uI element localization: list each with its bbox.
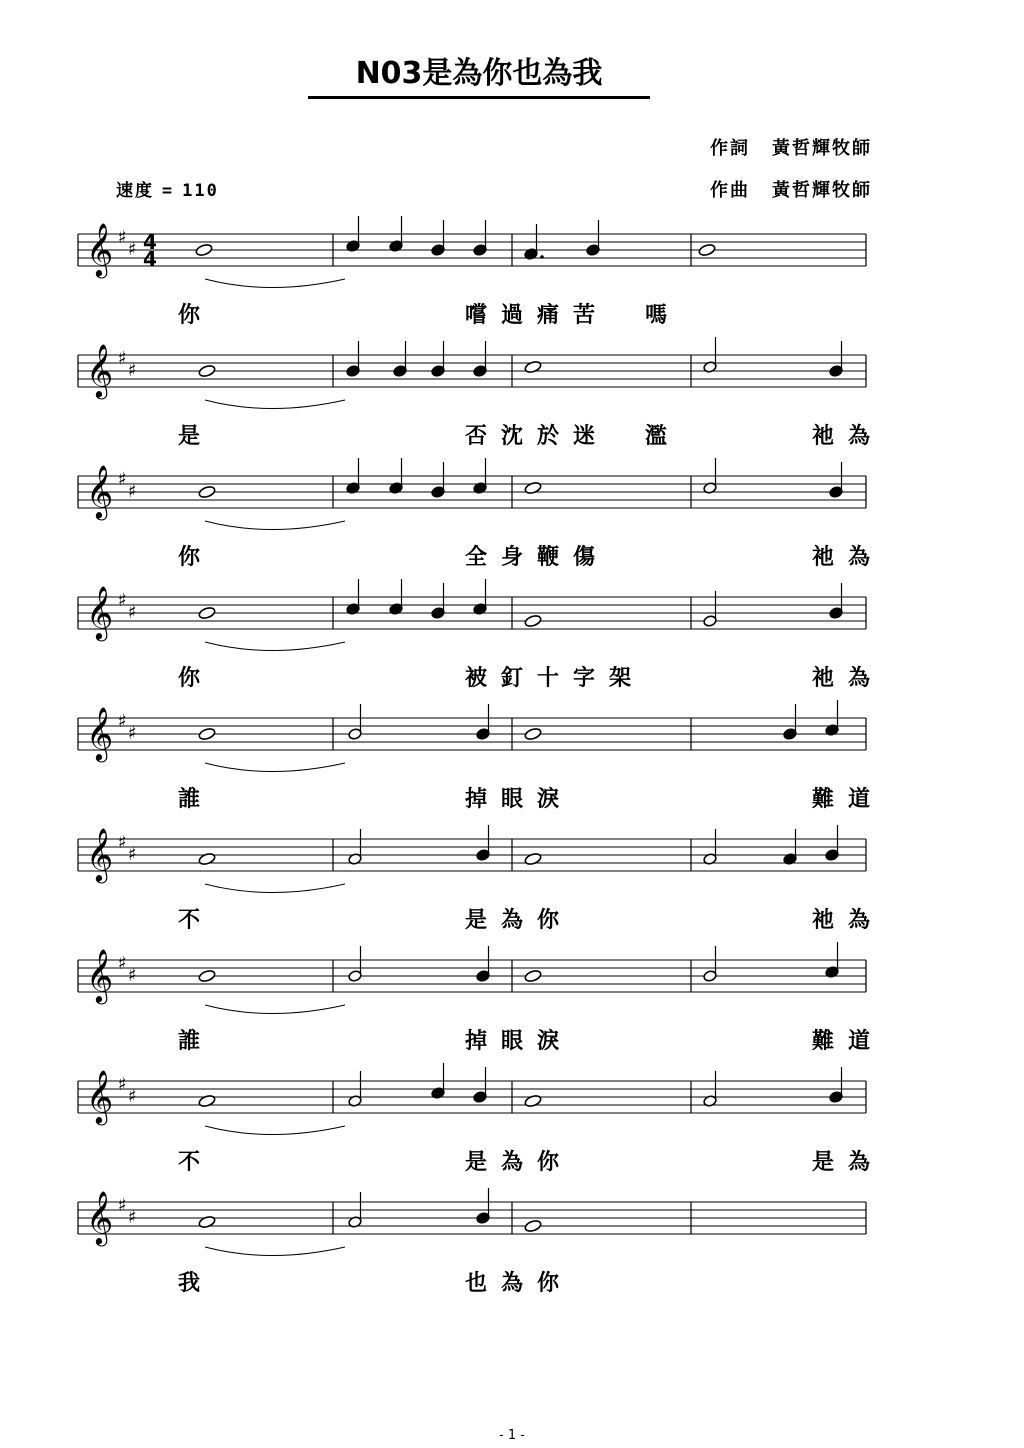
sharp-icon: ♯ bbox=[118, 1195, 127, 1216]
tie-arc bbox=[205, 1247, 345, 1256]
treble-clef-icon: 𝄞 bbox=[86, 706, 114, 760]
dot-icon bbox=[540, 255, 544, 259]
note-head bbox=[198, 606, 216, 620]
tie-arc bbox=[205, 642, 345, 651]
note-head bbox=[198, 485, 216, 499]
sharp-icon: ♯ bbox=[128, 1207, 137, 1228]
lyric-text: 祂為 bbox=[812, 545, 885, 570]
tie-arc bbox=[205, 279, 345, 288]
treble-clef-icon: 𝄞 bbox=[86, 222, 114, 276]
treble-clef-icon: 𝄞 bbox=[86, 343, 114, 397]
note-head bbox=[195, 243, 213, 257]
song-title: N03是為你也為我 bbox=[308, 52, 650, 99]
page-number: - 1 - bbox=[499, 1428, 525, 1443]
lyric-text: 掉眼淚 bbox=[465, 787, 574, 812]
sharp-icon: ♯ bbox=[128, 965, 137, 986]
tie-arc bbox=[205, 400, 345, 409]
sharp-icon: ♯ bbox=[128, 481, 137, 502]
staff-system bbox=[78, 337, 884, 449]
tie-arc bbox=[205, 521, 345, 530]
tie-arc bbox=[205, 1005, 345, 1014]
tempo-value: 110 bbox=[182, 181, 219, 201]
note-head bbox=[524, 969, 542, 983]
staff-system bbox=[78, 579, 884, 691]
lyric-text: 否沈於迷 濫 bbox=[465, 424, 682, 449]
lyric-text: 你 bbox=[178, 545, 215, 570]
note-head bbox=[524, 852, 542, 866]
sharp-icon: ♯ bbox=[118, 1074, 127, 1095]
note-head bbox=[198, 969, 216, 983]
staff-system bbox=[78, 1188, 866, 1296]
staff-system bbox=[78, 700, 884, 812]
tempo-label: 速度 bbox=[116, 181, 154, 201]
note-head bbox=[524, 360, 542, 374]
lyric-text: 難道 bbox=[812, 1029, 885, 1054]
sharp-icon: ♯ bbox=[128, 239, 137, 260]
sharp-icon: ♯ bbox=[118, 227, 127, 248]
treble-clef-icon: 𝄞 bbox=[86, 1190, 114, 1244]
note-head bbox=[198, 1215, 216, 1229]
tie-arc bbox=[205, 763, 345, 772]
composer-name: 黃哲輝牧師 bbox=[772, 180, 872, 201]
lyric-text: 是為你 bbox=[465, 908, 574, 933]
lyric-text: 我 bbox=[178, 1271, 215, 1296]
tie-arc bbox=[205, 884, 345, 893]
lyric-text: 被釘十字架 bbox=[465, 666, 646, 691]
treble-clef-icon: 𝄞 bbox=[86, 948, 114, 1002]
tie-arc bbox=[205, 1126, 345, 1135]
lyricist-label: 作詞 bbox=[710, 138, 750, 159]
sharp-icon: ♯ bbox=[128, 844, 137, 865]
time-signature-bottom: 4 bbox=[143, 247, 157, 271]
lyric-text: 是 bbox=[178, 424, 215, 449]
sharp-icon: ♯ bbox=[128, 723, 137, 744]
note-head bbox=[198, 1094, 216, 1108]
sharp-icon: ♯ bbox=[118, 469, 127, 490]
lyric-text: 你 bbox=[178, 666, 215, 691]
staff-system bbox=[78, 1063, 884, 1175]
lyric-text: 不 bbox=[178, 908, 215, 933]
note-head bbox=[524, 614, 542, 628]
note-head bbox=[524, 727, 542, 741]
treble-clef-icon: 𝄞 bbox=[86, 464, 114, 518]
lyric-text: 不 bbox=[178, 1150, 215, 1175]
treble-clef-icon: 𝄞 bbox=[86, 585, 114, 639]
lyric-text: 你 bbox=[178, 303, 215, 328]
lyric-text: 全身鞭傷 bbox=[465, 545, 610, 570]
sharp-icon: ♯ bbox=[118, 348, 127, 369]
lyric-text: 難道 bbox=[812, 787, 885, 812]
lyric-text: 是為 bbox=[812, 1150, 885, 1175]
lyric-text: 祂為 bbox=[812, 666, 885, 691]
sharp-icon: ♯ bbox=[118, 590, 127, 611]
note-head bbox=[524, 1094, 542, 1108]
staff-system bbox=[78, 216, 866, 328]
lyric-text: 祂為 bbox=[812, 908, 885, 933]
composer-label: 作曲 bbox=[710, 180, 750, 201]
note-head bbox=[198, 852, 216, 866]
lyric-text: 掉眼淚 bbox=[465, 1029, 574, 1054]
lyric-text: 誰 bbox=[178, 787, 215, 812]
tempo-equals: = bbox=[161, 181, 175, 201]
lyric-text: 誰 bbox=[178, 1029, 215, 1054]
note-head bbox=[198, 364, 216, 378]
sharp-icon: ♯ bbox=[128, 1086, 137, 1107]
treble-clef-icon: 𝄞 bbox=[86, 827, 114, 881]
treble-clef-icon: 𝄞 bbox=[86, 1069, 114, 1123]
lyric-text: 嚐過痛苦 嗎 bbox=[465, 303, 682, 328]
sharp-icon: ♯ bbox=[128, 360, 137, 381]
note-head bbox=[698, 243, 716, 257]
note-head bbox=[524, 481, 542, 495]
note-head bbox=[198, 727, 216, 741]
sharp-icon: ♯ bbox=[118, 953, 127, 974]
lyric-text: 是為你 bbox=[465, 1150, 574, 1175]
staff-system bbox=[78, 458, 884, 570]
sharp-icon: ♯ bbox=[128, 602, 137, 623]
time-signature-top: 4 bbox=[143, 230, 157, 254]
sharp-icon: ♯ bbox=[118, 832, 127, 853]
staff-system bbox=[78, 825, 884, 933]
lyric-text: 也為你 bbox=[465, 1271, 574, 1296]
lyricist-name: 黃哲輝牧師 bbox=[772, 138, 872, 159]
lyric-text: 祂為 bbox=[812, 424, 885, 449]
staff-system bbox=[78, 942, 884, 1054]
sharp-icon: ♯ bbox=[118, 711, 127, 732]
note-head bbox=[524, 1219, 542, 1233]
